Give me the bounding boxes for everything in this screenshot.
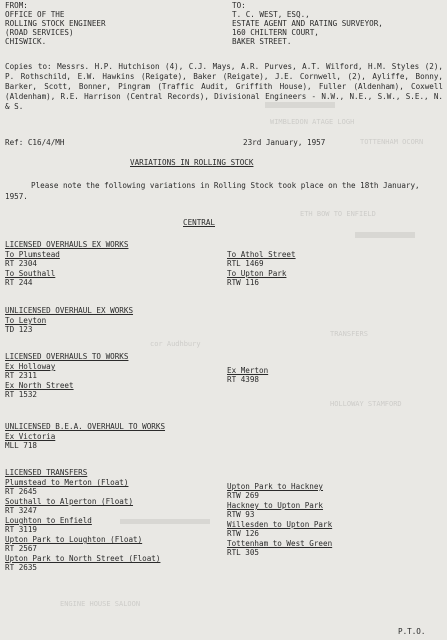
- destination: Ex North Street: [5, 381, 74, 390]
- page-turn-note: P.T.O.: [398, 627, 426, 636]
- destination: Hackney to Upton Park: [227, 501, 324, 510]
- destination: Plumstead to Merton (Float): [5, 478, 129, 487]
- vehicle: RTW 93: [227, 510, 255, 519]
- block-heading: LICENSED OVERHAULS EX WORKS: [5, 240, 129, 249]
- destination: Upton Park to North Street (Float): [5, 554, 161, 563]
- destination: To Athol Street: [227, 250, 296, 259]
- vehicle: RTL 305: [227, 548, 260, 557]
- vehicle: RT 2311: [5, 371, 38, 380]
- vehicle: RTL 1469: [227, 259, 264, 268]
- from-line: ROLLING STOCK ENGINEER: [5, 19, 106, 28]
- destination: Southall to Alperton (Float): [5, 497, 134, 506]
- destination: Ex Victoria: [5, 432, 56, 441]
- vehicle: RT 1532: [5, 390, 38, 399]
- from-line: (ROAD SERVICES): [5, 28, 74, 37]
- destination: To Southall: [5, 269, 56, 278]
- vehicle: RTW 126: [227, 529, 260, 538]
- to-label: TO:: [232, 1, 246, 10]
- copies-paragraph: Copies to: Messrs. H.P. Hutchison (4), C.J. Mays, A.R. Purves, A.T. Wilford, H.M. Styles (2), P. Rothschild, E.W. Hawkins (Reigate), Baker (Reigate), J.E. Cornwell, (2), Ayliffe, Bonny, Barker, Scott, Bonner, Pingram (Traffic Audit, Griffith House), Fuller (Aldenham), Coxwell (Aldenham), R.E. Harrison (Central Records), Divisional Engineers - N.W., N.E., S.W., S.E., N. & S.: [5, 62, 443, 111]
- destination: Willesden to Upton Park: [227, 520, 333, 529]
- destination: Upton Park to Loughton (Float): [5, 535, 143, 544]
- vehicle: MLL 718: [5, 441, 38, 450]
- to-block: [232, 1, 383, 46]
- destination: Upton Park to Hackney: [227, 482, 324, 491]
- destination: To Leyton: [5, 316, 47, 325]
- destination: Ex Merton: [227, 366, 269, 375]
- vehicle: RTW 269: [227, 491, 260, 500]
- block-heading: LICENSED TRANSFERS: [5, 468, 88, 477]
- destination: Loughton to Enfield: [5, 516, 92, 525]
- to-line: T. C. WEST, ESQ.,: [232, 10, 310, 19]
- destination: To Upton Park: [227, 269, 287, 278]
- block-heading: LICENSED OVERHAULS TO WORKS: [5, 352, 129, 361]
- to-line: BAKER STREET.: [232, 37, 292, 46]
- from-line: OFFICE OF THE: [5, 10, 65, 19]
- vehicle: RT 2567: [5, 544, 38, 553]
- vehicle: RT 3247: [5, 506, 38, 515]
- to-line: 160 CHILTERN COURT,: [232, 28, 319, 37]
- from-label: FROM:: [5, 1, 28, 10]
- from-block: [5, 1, 106, 46]
- vehicle: RT 244: [5, 278, 33, 287]
- destination: Ex Holloway: [5, 362, 56, 371]
- destination: To Plumstead: [5, 250, 60, 259]
- from-line: CHISWICK.: [5, 37, 47, 46]
- block-heading: UNLICENSED B.E.A. OVERHAUL TO WORKS: [5, 422, 166, 431]
- vehicle: RT 4398: [227, 375, 260, 384]
- date: 23rd January, 1957: [243, 138, 326, 147]
- vehicle: RT 2635: [5, 563, 38, 572]
- reference: Ref: C16/4/MH: [5, 138, 65, 147]
- vehicle: RTW 116: [227, 278, 260, 287]
- destination: Tottenham to West Green: [227, 539, 333, 548]
- section-heading: CENTRAL: [183, 218, 216, 227]
- block-heading: UNLICENSED OVERHAUL EX WORKS: [5, 306, 134, 315]
- vehicle: TD 123: [5, 325, 33, 334]
- to-line: ESTATE AGENT AND RATING SURVEYOR,: [232, 19, 383, 28]
- vehicle: RT 2304: [5, 259, 38, 268]
- document-page: WIMBLEDON ATAGE LOGH TOTTENHAM OCORN ETH BOW TO ENFIELD cor Audhbury TRANSFERS HOLLOWAY STAMFORD ENGINE HOUSE SALOON FROM: OFFICE OF THE ROLLING STOCK ENGINEER (ROAD SERVICES) CHISWICK. TO: T. C. WEST, ESQ., ESTATE AGENT AND RATING SURVEYOR, 160 CHILTERN COURT, BAKER STREET. Copies to: Messrs. H.P. Hutchison (4), C.J. Mays, A.R. Purves, A.T. Wilford, H.M. Styles (2), P. Rothschild, E.W. Hawkins (Reigate), Baker (Reigate), J.E. Cornwell, (2), Ayliffe, Bonny, Barker, Scott, Bonner, Pingram (Traffic Audit, Griffith House), Fuller (Aldenham), Coxwell (Aldenham), R.E. Harrison (Central Records), Divisional Engineers - N.W., N.E., S.W., S.E., N. & S. Ref: C16/4/MH 23rd January, 1957 VARIATIONS IN ROLLING STOCK Please note the following variations in Rolling Stock took place on the 18th January, 1957. CENTRAL LICENSED OVERHAULS EX WORKS To Plumstead RT 2304 To Southall RT 244 To Athol Street RTL 1469 To Upton Park RTW 116 UNLICENSED OVERHAUL EX WORKS To Leyton TD 123 LICENSED OVERHAULS TO WORKS Ex Holloway RT 2311 Ex North Street RT 1532 Ex Merton RT 4398 UNLICENSED B.E.A. OVERHAUL TO WORKS Ex Victoria MLL 718 LICENSED TRANSFERS Plumstead to Merton (Float) RT 2645 Southall to Alperton (Float) RT 3247 Loughton to Enfield RT 3119 Upton Park to Loughton (Float) RT 2567 Upton Park to North Street (Float) RT 2635 Upton Park to Hackney RTW 269 Hackney to Upton Park RTW 93 Willesden to Upton Park RTW 126 Tottenham to West Green RTL 305 P.T.O.: [0, 0, 447, 640]
- document-title: VARIATIONS IN ROLLING STOCK: [130, 158, 254, 167]
- vehicle: RT 3119: [5, 525, 38, 534]
- intro-paragraph: Please note the following variations in Rolling Stock took place on the 18th January, 1957.: [5, 181, 420, 201]
- vehicle: RT 2645: [5, 487, 38, 496]
